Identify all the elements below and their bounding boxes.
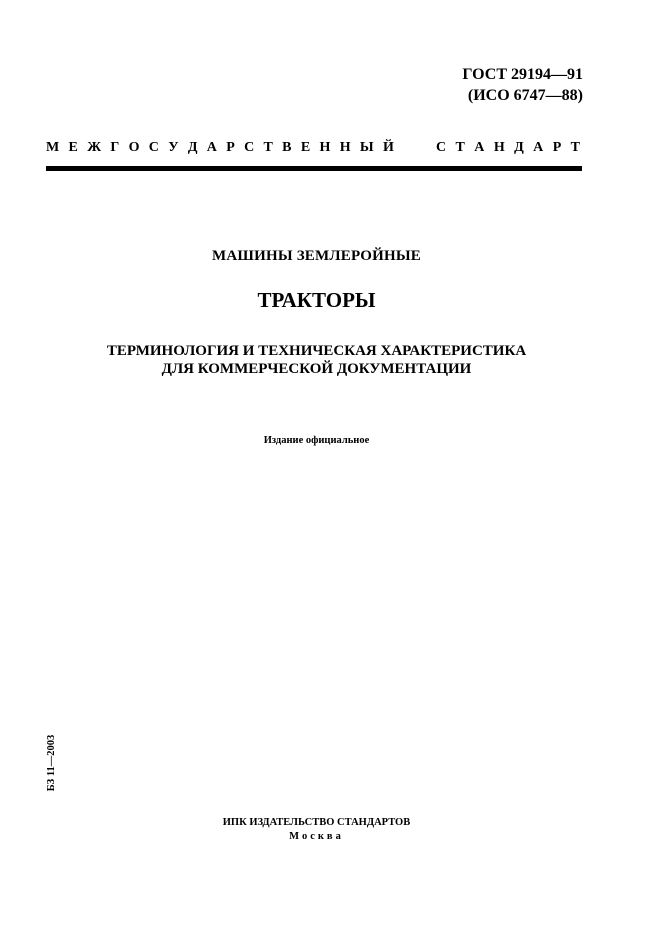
- banner-letter: О: [128, 140, 140, 155]
- subtitle-line-1: ТЕРМИНОЛОГИЯ И ТЕХНИЧЕСКАЯ ХАРАКТЕРИСТИКА: [106, 343, 527, 359]
- edition-label: Издание официальное: [263, 435, 370, 446]
- banner-letter: М: [46, 140, 60, 155]
- main-title: ТРАКТОРЫ: [257, 288, 376, 312]
- iso-code: (ИСО 6747—88): [467, 87, 583, 104]
- banner-letter: А: [206, 140, 217, 155]
- banner-letter: Н: [493, 140, 505, 155]
- banner-letter: С: [244, 140, 255, 155]
- header-rule: [46, 166, 582, 171]
- banner-letter: Г: [110, 140, 120, 155]
- banner-letter: Д: [187, 140, 198, 155]
- banner-letter: Н: [319, 140, 331, 155]
- banner-letter: Е: [68, 140, 78, 155]
- interstate-standard-banner: [46, 139, 580, 157]
- banner-letter: В: [282, 140, 292, 155]
- banner-letter: Д: [514, 140, 524, 155]
- banner-letter: Р: [552, 140, 562, 155]
- subtitle: [0, 342, 633, 378]
- banner-letter: А: [474, 140, 485, 155]
- banner-letter: Т: [570, 140, 580, 155]
- banner-word-interstate: [46, 139, 394, 157]
- banner-letter: Ж: [87, 140, 102, 155]
- banner-letter: А: [533, 140, 544, 155]
- banner-letter: Т: [263, 140, 273, 155]
- banner-letter: Н: [339, 140, 351, 155]
- subtitle-line-2: ДЛЯ КОММЕРЧЕСКОЙ ДОКУМЕНТАЦИИ: [161, 361, 472, 377]
- series-title: МАШИНЫ ЗЕМЛЕРОЙНЫЕ: [212, 248, 421, 264]
- city: Москва: [289, 831, 344, 842]
- banner-letter: С: [436, 140, 447, 155]
- document-codes: [462, 64, 583, 106]
- banner-letter: Т: [455, 140, 465, 155]
- banner-letter: Й: [382, 140, 394, 155]
- side-code-text: БЗ 11—2003: [46, 734, 57, 792]
- banner-word-standard: [436, 139, 580, 157]
- gost-code: ГОСТ 29194—91: [462, 66, 583, 83]
- side-code: [43, 731, 61, 795]
- banner-letter: С: [148, 140, 159, 155]
- banner-letter: Е: [300, 140, 311, 155]
- banner-letter: У: [168, 140, 179, 155]
- publisher: ИПК ИЗДАТЕЛЬСТВО СТАНДАРТОВ: [222, 817, 411, 828]
- banner-letter: Р: [226, 140, 235, 155]
- banner-letter: Ы: [359, 140, 374, 155]
